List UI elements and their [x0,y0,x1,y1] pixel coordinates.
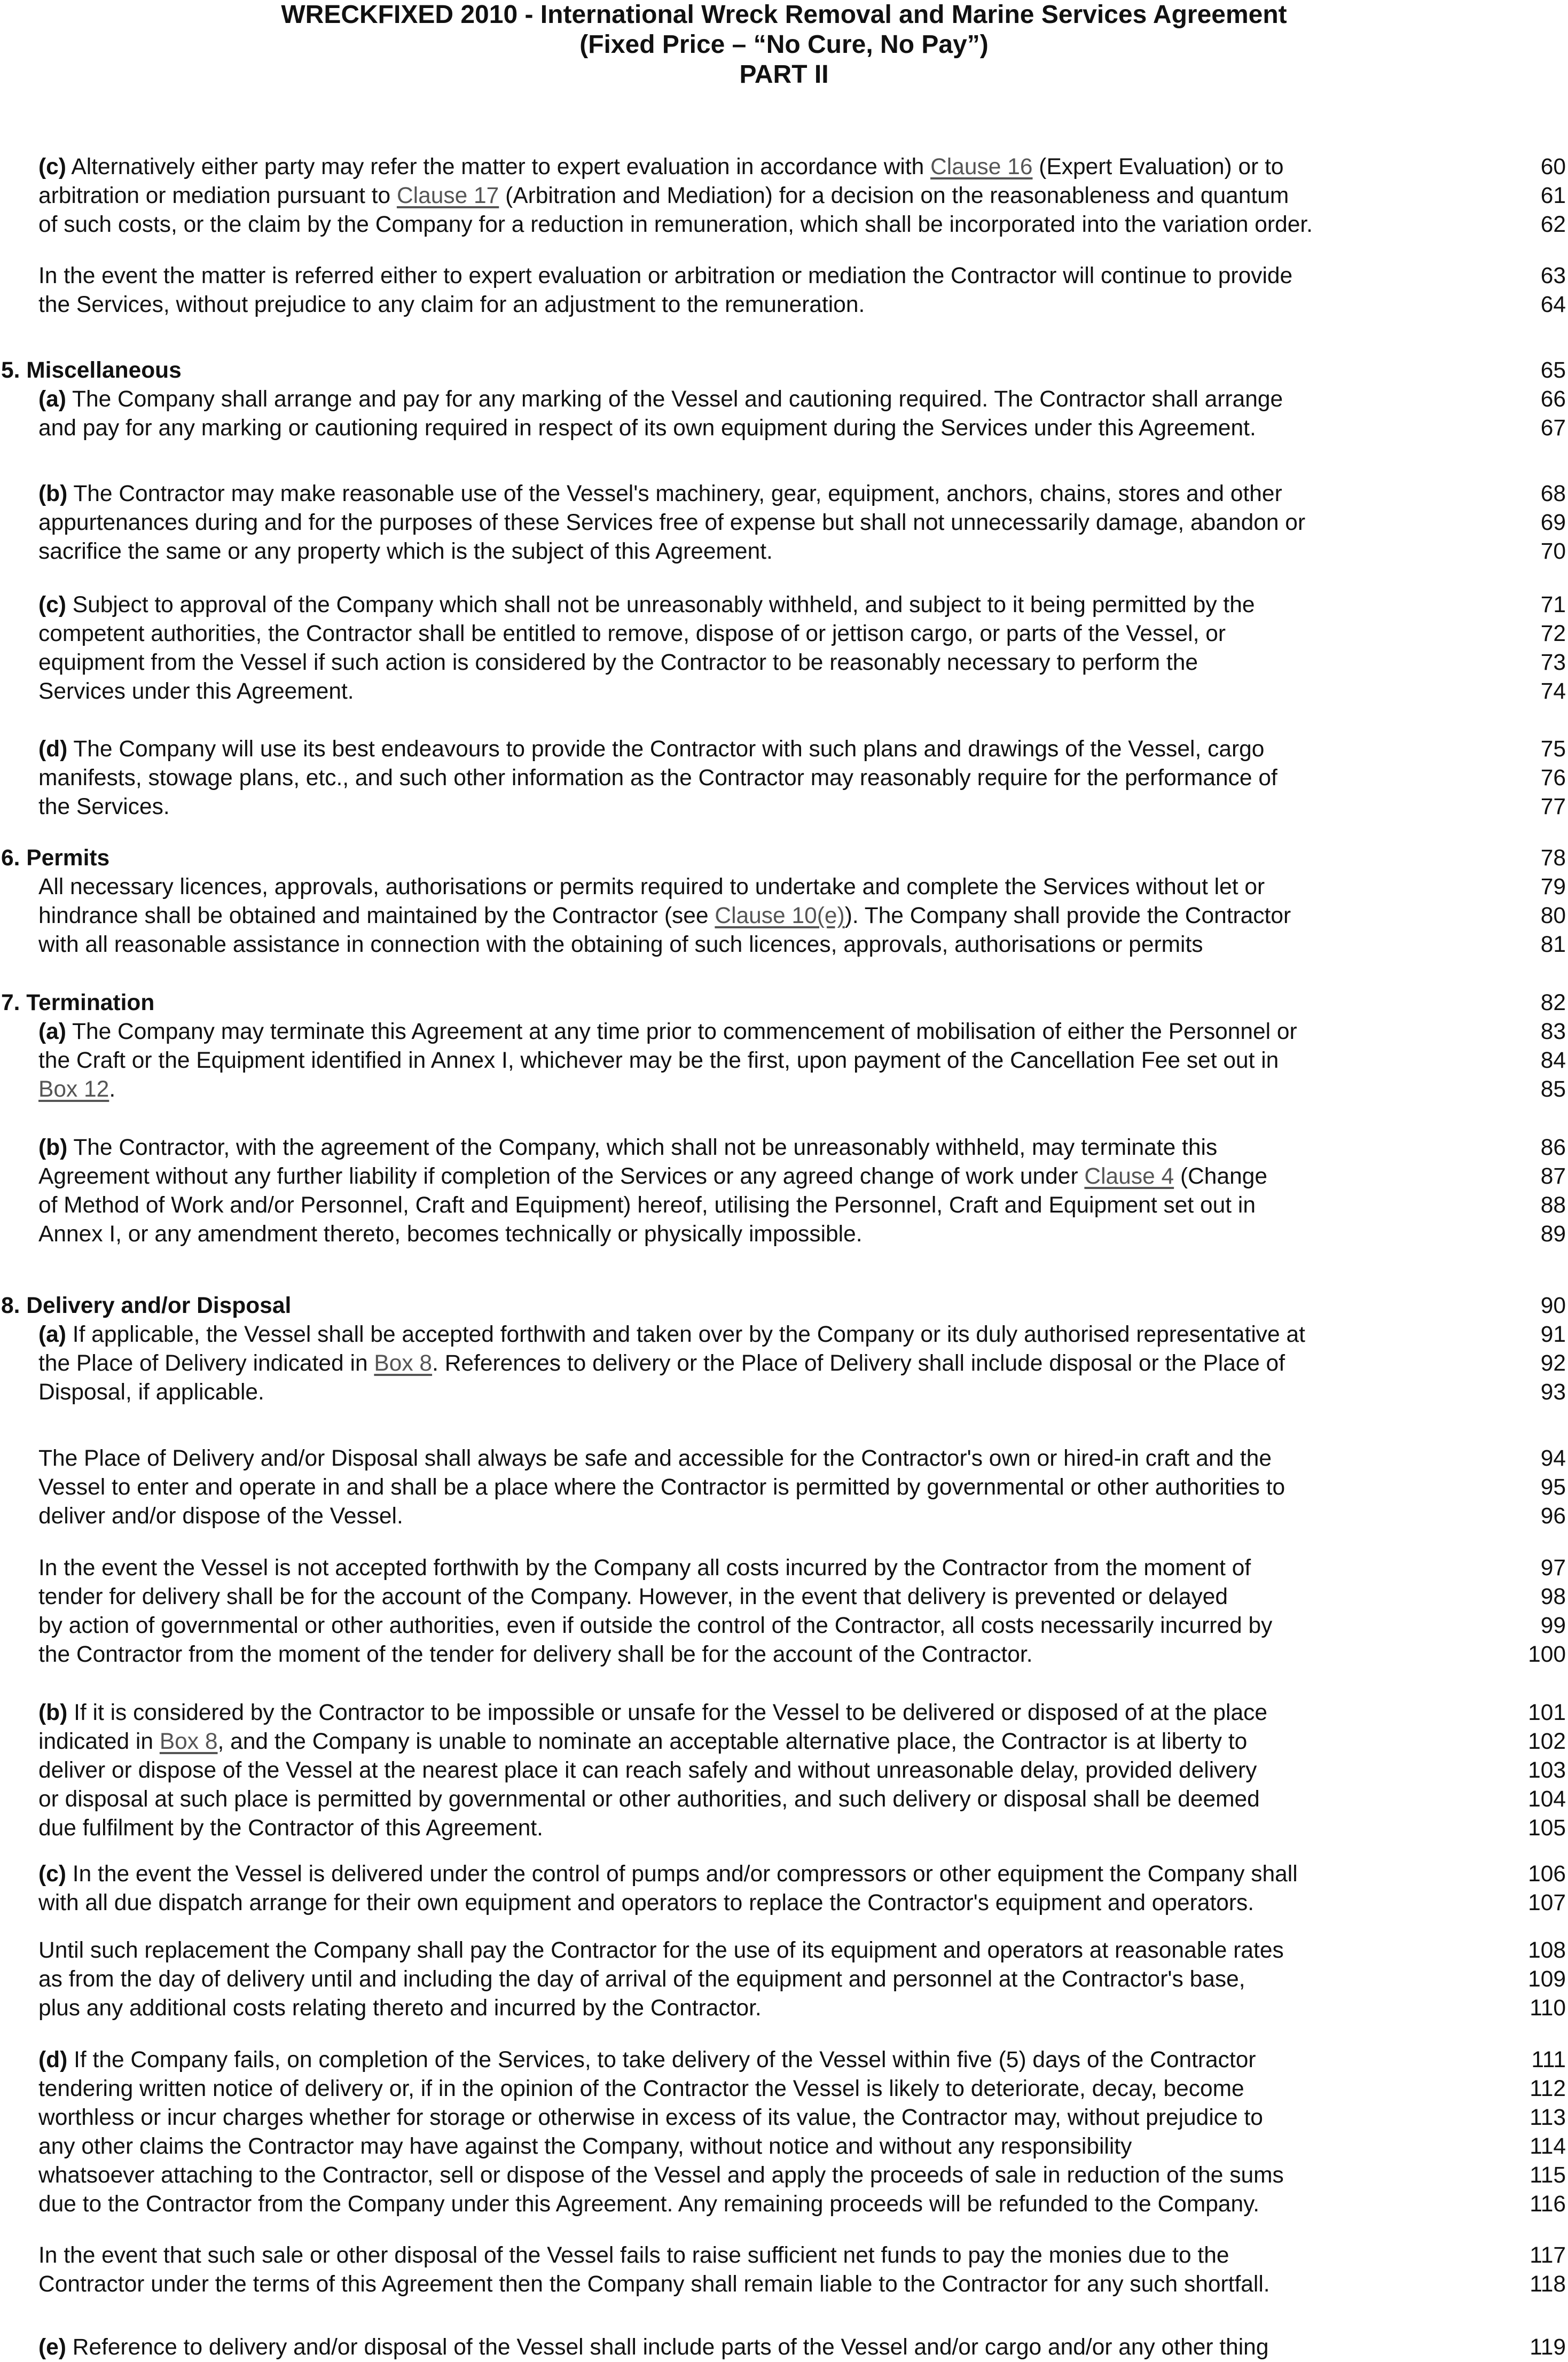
subclause-label: (b) [38,1700,68,1725]
subclause-label: (d) [38,2047,68,2072]
line-number: 107 [1528,1890,1566,1915]
line-text: with all reasonable assistance in connection with the obtaining of such licences, approvals, authorisations or permits [38,932,1203,957]
text-line [38,1890,1254,1917]
text-line [38,736,1264,763]
text-line [38,1861,1298,1888]
line-number: 108 [1528,1938,1566,1963]
line-text: The Contractor, with the agreement of the Company, which shall not be unreasonably withheld, may terminate this [67,1135,1218,1160]
line-number: 75 [1540,737,1566,762]
text-line [38,1379,264,1406]
text-line [38,794,170,820]
line-number: 80 [1540,903,1566,928]
line-number: 106 [1528,1862,1566,1887]
text-line [38,1047,1279,1074]
line-text: The Company will use its best endeavours to provide the Contractor with such plans and drawings of the Vessel, cargo [67,737,1265,762]
line-text: Vessel to enter and operate in and shall be a place where the Contractor is permitted by governmental or other authorities to [38,1475,1285,1500]
line-number: 66 [1540,387,1566,412]
text-line [38,1019,1297,1045]
cross-reference-link[interactable]: Clause 4 [1084,1164,1174,1189]
document-part: PART II [739,60,829,89]
line-number: 91 [1540,1322,1566,1347]
line-text: whatsoever attaching to the Contractor, sell or dispose of the Vessel and apply the proceeds of sale in reduction of the sums [38,2163,1284,2188]
line-number: 76 [1540,765,1566,791]
line-number: 117 [1530,2243,1566,2268]
line-number: 113 [1530,2105,1566,2130]
line-number: 99 [1540,1613,1566,1638]
text-line [38,154,1284,181]
text-line [38,2076,1244,2102]
line-number: 93 [1540,1380,1566,1405]
cross-reference-link[interactable]: Clause 17 [396,183,499,208]
line-number: 85 [1540,1077,1566,1102]
line-text: Agreement without any further liability if completion of the Services or any agreed change of work under [38,1164,1085,1189]
text-line [38,263,1292,290]
line-number: 79 [1540,874,1566,900]
line-text: Services under this Agreement. [38,679,354,704]
line-text: of Method of Work and/or Personnel, Craft and Equipment) hereof, utilising the Personnel, Craft and Equipment set out in [38,1193,1256,1218]
line-text: plus any additional costs relating thereto and incurred by the Contractor. [38,1996,762,2021]
line-text: (Change [1174,1164,1267,1189]
line-number: 97 [1540,1555,1566,1581]
line-number: 92 [1540,1351,1566,1376]
subclause-label: (e) [38,2335,66,2360]
line-number: 60 [1540,154,1566,179]
line-text: of such costs, or the claim by the Company for a reduction in remuneration, which shall be incorporated into the variation order. [38,212,1313,237]
cross-reference-link[interactable]: Box 8 [374,1351,433,1376]
heading-text: 5. Miscellaneous [1,358,182,383]
text-line [38,1995,762,2022]
line-text: tendering written notice of delivery or, if in the opinion of the Contractor the Vessel is likely to deteriorate, decay, become [38,2076,1244,2101]
line-text: the Contractor from the moment of the tender for delivery shall be for the account of the Contractor. [38,1642,1033,1667]
text-line [38,1966,1245,1993]
document-title: WRECKFIXED 2010 - International Wreck Removal and Marine Services Agreement [281,1,1287,29]
line-text: arbitration or mediation pursuant to [38,183,397,208]
text-line [38,2133,1132,2160]
subclause-label: (b) [38,481,68,506]
line-number: 118 [1530,2272,1566,2297]
text-line [38,292,865,318]
line-text: deliver and/or dispose of the Vessel. [38,1504,403,1529]
section-heading [1,990,154,1016]
line-text: Disposal, if applicable. [38,1380,264,1405]
text-line [38,415,1256,442]
line-number: 78 [1540,846,1566,871]
line-text: The Place of Delivery and/or Disposal shall always be safe and accessible for the Contractor's own or hired-in craft and the [38,1446,1272,1471]
section-heading [1,845,109,872]
text-line [38,212,1313,238]
line-text: If the Company fails, on completion of the Services, to take delivery of the Vessel within five (5) days of the Contractor [67,2047,1256,2072]
text-line [38,481,1282,507]
line-text: with all due dispatch arrange for their own equipment and operators to replace the Contractor's equipment and operators. [38,1890,1255,1915]
line-number: 110 [1530,1996,1566,2021]
subclause-label: (d) [38,737,68,762]
line-number: 111 [1531,2047,1566,2072]
text-line [38,1135,1217,1161]
line-text: (Arbitration and Mediation) for a decision on the reasonableness and quantum [499,183,1289,208]
section-heading [1,357,182,384]
line-number: 109 [1528,1967,1566,1992]
line-number: 81 [1540,932,1566,957]
line-number: 114 [1530,2134,1566,2159]
line-text: In the event the Vessel is not accepted forthwith by the Company all costs incurred by the Contractor from the moment of [38,1555,1251,1581]
subclause-label: (c) [38,592,66,617]
text-line [38,1192,1256,1219]
text-line [38,1555,1251,1582]
line-number: 104 [1528,1787,1566,1812]
text-line [38,1757,1257,1784]
line-number: 77 [1540,794,1566,819]
line-number: 65 [1540,358,1566,383]
line-number: 82 [1540,990,1566,1015]
line-number: 86 [1540,1135,1566,1160]
heading-text: 7. Termination [1,990,155,1015]
line-text: due to the Contractor from the Company under this Agreement. Any remaining proceeds will be refunded to the Company. [38,2192,1260,2217]
line-number: 96 [1540,1504,1566,1529]
line-text: Reference to delivery and/or disposal of the Vessel shall include parts of the Vessel and/or cargo and/or any other thing [66,2335,1269,2360]
text-line [38,678,354,705]
line-text: the Place of Delivery indicated in [38,1351,374,1376]
line-text: or disposal at such place is permitted by governmental or other authorities, and such delivery or disposal shall be deemed [38,1787,1260,1812]
line-number: 105 [1528,1816,1566,1841]
line-text: The Company shall arrange and pay for any marking of the Vessel and cautioning required. The Contractor shall arrange [66,387,1283,412]
text-line [38,2105,1263,2131]
text-line [38,183,1289,209]
line-text: worthless or incur charges whether for storage or otherwise in excess of its value, the Contractor may, without prejudice to [38,2105,1263,2130]
line-number: 62 [1540,212,1566,237]
subclause-label: (b) [38,1135,68,1160]
line-number: 90 [1540,1293,1566,1318]
text-line [38,1729,1247,1755]
text-line [38,1445,1272,1472]
line-text: If applicable, the Vessel shall be accepted forthwith and taken over by the Company or its duly authorised representative at [66,1322,1305,1347]
heading-text: 8. Delivery and/or Disposal [1,1293,292,1318]
line-number: 67 [1540,416,1566,441]
text-line [38,510,1305,536]
line-number: 94 [1540,1446,1566,1471]
cross-reference-link[interactable]: Box 8 [159,1729,218,1754]
line-number: 89 [1540,1222,1566,1247]
heading-text: 6. Permits [1,846,110,871]
line-number: 100 [1528,1642,1566,1667]
line-number: 102 [1528,1729,1566,1754]
line-text: appurtenances during and for the purposes of these Services free of expense but shall not unnecessarily damage, abandon or [38,510,1306,535]
text-line [38,2162,1284,2189]
subclause-label: (c) [38,154,66,179]
subclause-label: (a) [38,387,66,412]
text-line [38,903,1291,929]
line-text: . References to delivery or the Place of Delivery shall include disposal or the Place of [432,1351,1285,1376]
line-text: hindrance shall be obtained and maintained by the Contractor (see [38,903,715,928]
line-number: 87 [1540,1164,1566,1189]
text-line [38,1076,115,1103]
line-number: 84 [1540,1048,1566,1073]
text-line [38,1815,543,1842]
line-number: 116 [1530,2192,1566,2217]
line-text: manifests, stowage plans, etc., and such other information as the Contractor may reasonably require for the performance of [38,765,1277,791]
text-line [38,874,1265,901]
line-text: In the event the matter is referred either to expert evaluation or arbitration or mediation the Contractor will continue to provide [38,263,1293,288]
line-text: any other claims the Contractor may have against the Company, without notice and without any responsibility [38,2134,1132,2159]
line-text: Until such replacement the Company shall pay the Contractor for the use of its equipment and operators at reasonable rates [38,1938,1284,1963]
text-line [38,2047,1256,2074]
line-text: deliver or dispose of the Vessel at the nearest place it can reach safely and without unreasonable delay, provided delivery [38,1758,1257,1783]
line-number: 119 [1530,2335,1566,2360]
section-heading [1,1293,291,1319]
text-line [38,1221,863,1248]
line-number: 61 [1540,183,1566,208]
line-number: 68 [1540,481,1566,506]
line-number: 70 [1540,539,1566,564]
line-text: the Services, without prejudice to any claim for an adjustment to the remuneration. [38,292,865,317]
line-text: Annex I, or any amendment thereto, becomes technically or physically impossible. [38,1222,863,1247]
line-number: 73 [1540,650,1566,675]
line-text: as from the day of delivery until and including the day of arrival of the equipment and personnel at the Contractor's base, [38,1967,1245,1992]
text-line [38,1350,1285,1377]
line-text: the Services. [38,794,170,819]
text-line [38,2242,1229,2269]
document-subtitle: (Fixed Price – “No Cure, No Pay”) [579,30,989,59]
line-text: Subject to approval of the Company which shall not be unreasonably withheld, and subject to it being permitted by the [66,592,1255,617]
line-text: competent authorities, the Contractor shall be entitled to remove, dispose of or jettison cargo, or parts of the Vessel, or [38,621,1226,646]
subclause-label: (c) [38,1862,66,1887]
text-line [38,650,1198,676]
text-line [38,1321,1305,1348]
text-line [38,386,1283,413]
line-number: 63 [1540,263,1566,288]
line-text: and pay for any marking or cautioning required in respect of its own equipment during the Services under this Agreement. [38,416,1256,441]
line-number: 101 [1528,1700,1566,1725]
line-text: ). The Company shall provide the Contractor [844,903,1291,928]
text-line [38,765,1277,792]
text-line [38,1163,1267,1190]
cross-reference-link[interactable]: Clause 16 [930,154,1033,179]
text-line [38,2191,1259,2218]
text-line [38,1700,1267,1726]
line-text: In the event the Vessel is delivered under the control of pumps and/or compressors or other equipment the Company shall [66,1862,1298,1887]
line-text: equipment from the Vessel if such action is considered by the Contractor to be reasonably necessary to perform the [38,650,1198,675]
line-number: 98 [1540,1584,1566,1609]
line-number: 72 [1540,621,1566,646]
text-line [38,2271,1270,2298]
text-line [38,2334,1268,2361]
text-line [38,1584,1228,1610]
line-text: indicated in [38,1729,160,1754]
line-number: 115 [1530,2163,1566,2188]
line-text: , and the Company is unable to nominate an acceptable alternative place, the Contractor is at liberty to [217,1729,1248,1754]
text-line [38,932,1203,958]
text-line [38,621,1226,647]
line-text: All necessary licences, approvals, authorisations or permits required to undertake and complete the Services without let or [38,874,1265,900]
text-line [38,1503,403,1530]
text-line [38,1641,1033,1668]
text-line [38,1613,1272,1639]
text-line [38,1937,1284,1964]
subclause-label: (a) [38,1019,66,1044]
cross-reference-link[interactable]: Clause 10(e) [715,903,845,928]
line-number: 103 [1528,1758,1566,1783]
line-number: 88 [1540,1193,1566,1218]
line-number: 112 [1530,2076,1566,2101]
line-text: The Company may terminate this Agreement at any time prior to commencement of mobilisation of either the Personnel or [66,1019,1297,1044]
line-text: by action of governmental or other authorities, even if outside the control of the Contractor, all costs necessarily incurred by [38,1613,1273,1638]
text-line [38,1474,1285,1501]
line-text: (Expert Evaluation) or to [1032,154,1284,179]
line-text: In the event that such sale or other disposal of the Vessel fails to raise sufficient net funds to pay the monies due to the [38,2243,1229,2268]
line-text: If it is considered by the Contractor to be impossible or unsafe for the Vessel to be delivered or disposed of at the place [67,1700,1267,1725]
line-text: The Contractor may make reasonable use of the Vessel's machinery, gear, equipment, anchors, chains, stores and other [67,481,1282,506]
line-number: 83 [1540,1019,1566,1044]
text-line [38,538,773,565]
line-text: tender for delivery shall be for the account of the Company. However, in the event that delivery is prevented or delayed [38,1584,1228,1609]
line-text: the Craft or the Equipment identified in Annex I, whichever may be the first, upon payment of the Cancellation Fee set out in [38,1048,1279,1073]
line-number: 64 [1540,292,1566,317]
line-text: sacrifice the same or any property which is the subject of this Agreement. [38,539,773,564]
text-line [38,592,1255,619]
line-number: 95 [1540,1475,1566,1500]
line-number: 74 [1540,679,1566,704]
cross-reference-link[interactable]: Box 12 [38,1077,109,1102]
line-number: 71 [1540,592,1566,617]
line-number: 69 [1540,510,1566,535]
text-line [38,1786,1260,1813]
line-text: Alternatively either party may refer the matter to expert evaluation in accordance with [66,154,931,179]
subclause-label: (a) [38,1322,66,1347]
line-text: due fulfilment by the Contractor of this Agreement. [38,1816,543,1841]
line-text: Contractor under the terms of this Agreement then the Company shall remain liable to the Contractor for any such shortfall. [38,2272,1270,2297]
line-text: . [109,1077,116,1102]
